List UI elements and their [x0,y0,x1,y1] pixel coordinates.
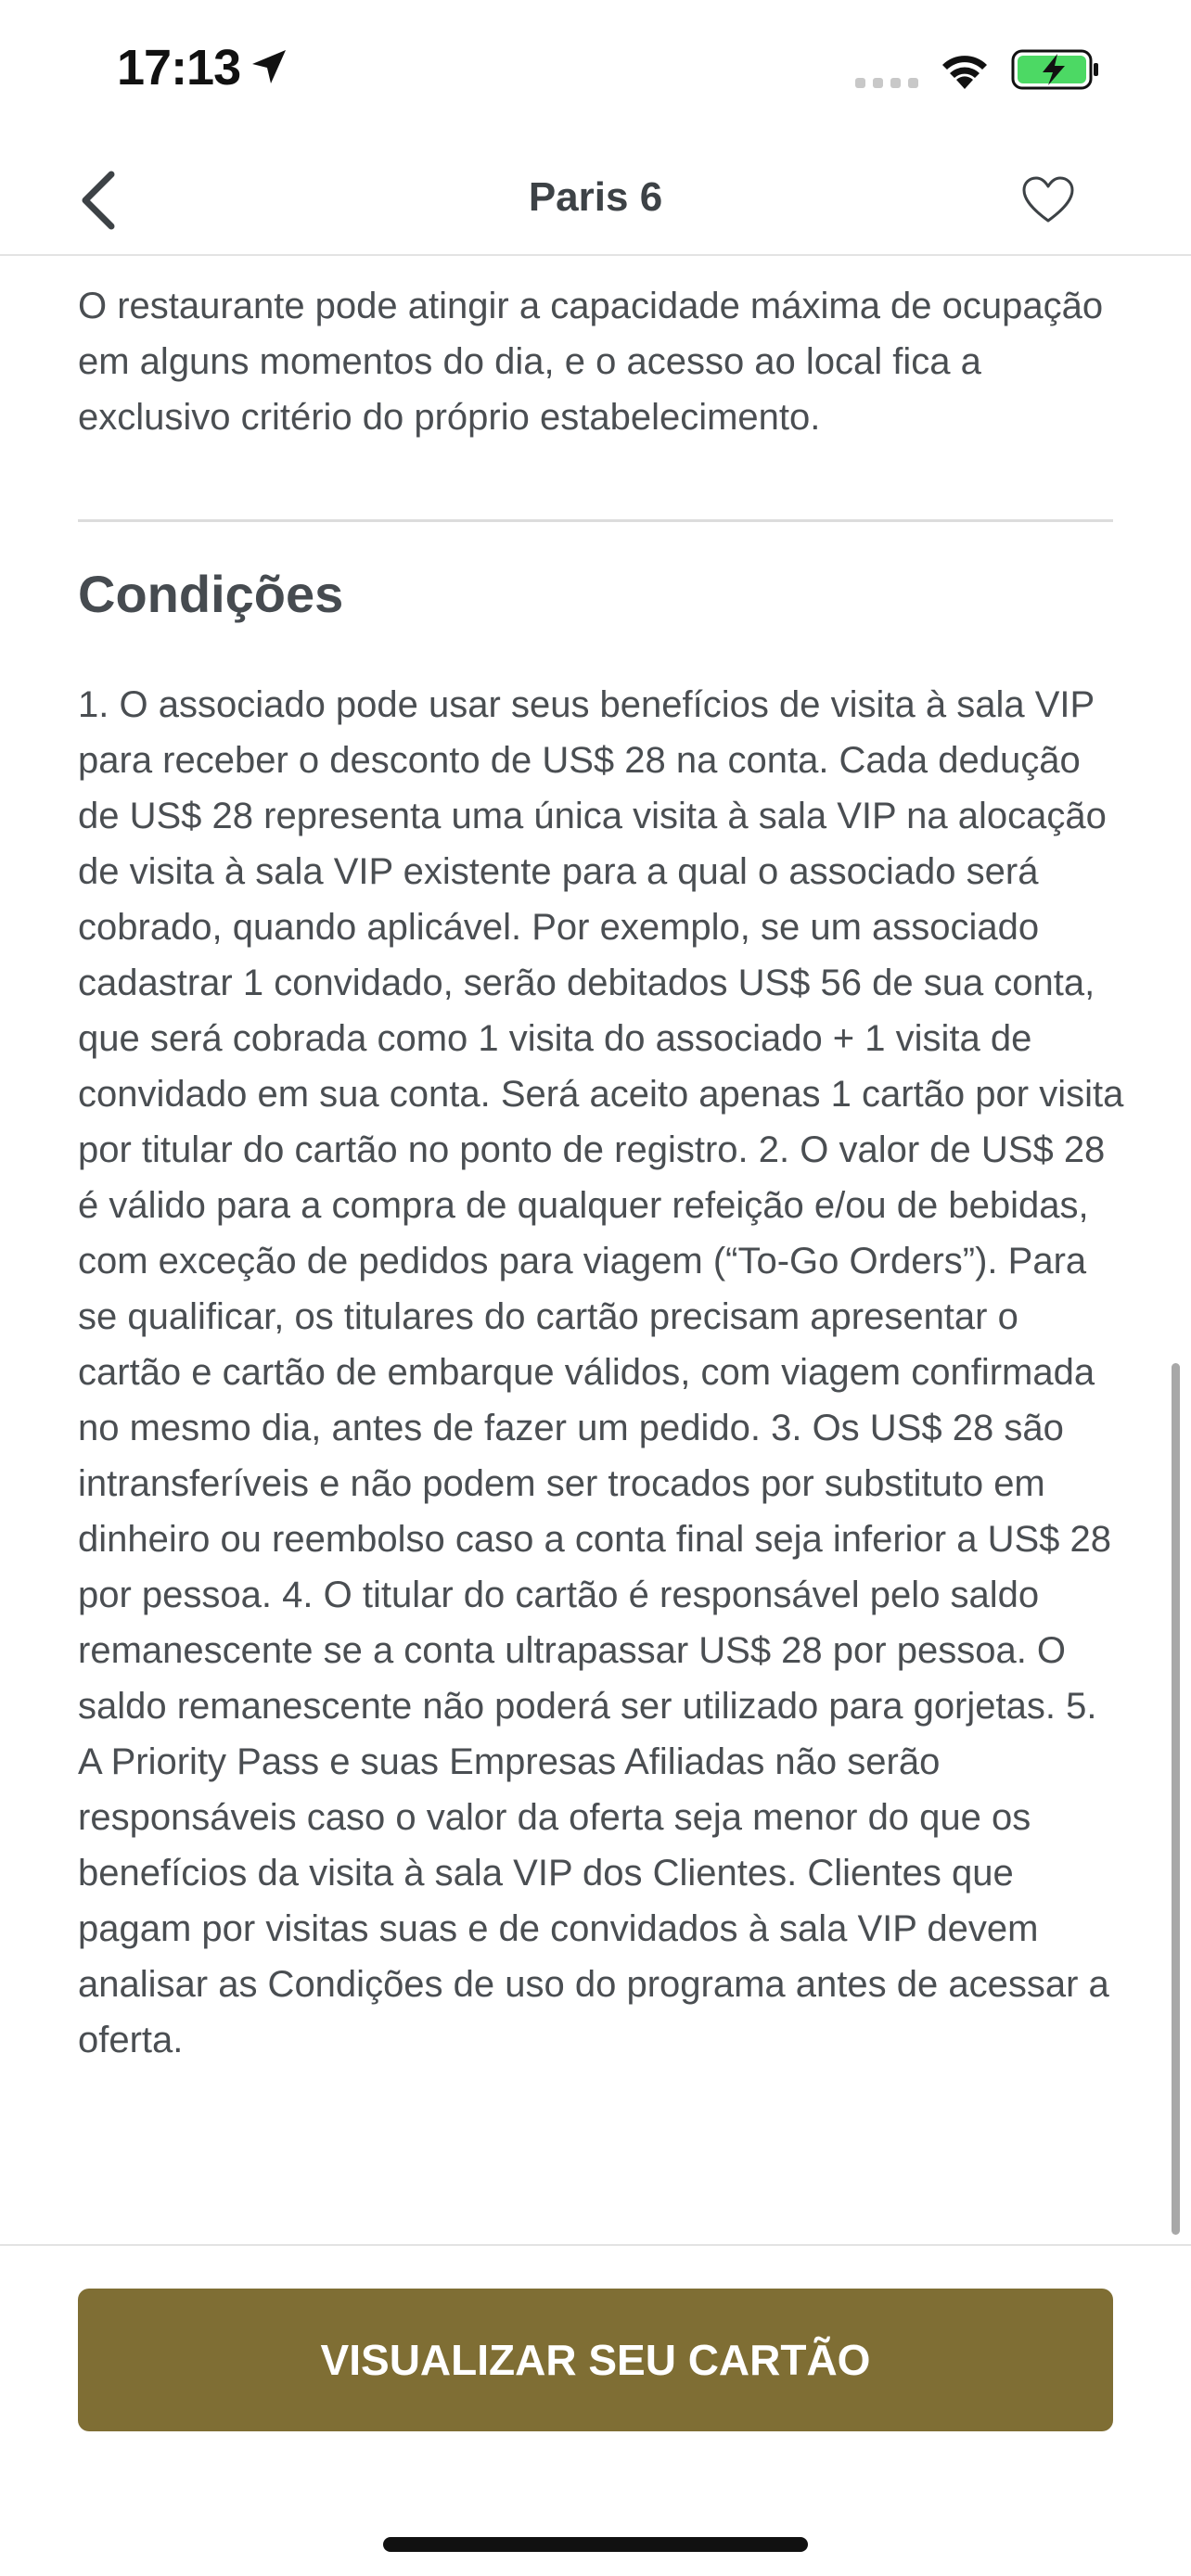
heart-outline-icon[interactable] [1020,174,1076,226]
status-time: 17:13 [117,40,241,96]
navigation-bar [0,139,1191,256]
conditions-text: 1. O associado pode usar seus benefícios de visita à sala VIP para receber o desconto de US$ 28 na conta. Cada dedução de US$ 28 representa uma única visita à sala VIP na alocação de visita à sala VIP existente para a qual o associado será cobrado, quando aplicável. Por exemplo, se um associado cadastrar 1 convidado, serão debitados US$ 56 de sua conta, que será cobrada como 1 visita do associado + 1 visita de convidado em sua conta. Será aceito apenas 1 cartão por visita por titular do cartão no ponto de registro. 2. O valor de US$ 28 é válido para a compra de qualquer refeição e/ou de bebidas, com exceção de pedidos para viagem (“To-Go Orders”). Para se qualificar, os titulares do cartão precisam apresentar o cartão e cartão de embarque válidos, com viagem confirmada no mesmo dia, antes de fazer um pedido. 3. Os US$ 28 são intransferíveis e não podem ser trocados por substituto em dinheiro ou reembolso caso a conta final seja inferior a US$ 28 por pessoa. 4. O titular do cartão é responsável pelo saldo remanescente se a conta ultrapassar US$ 28 por pessoa. O saldo remanescente não poderá ser utilizado para gorjetas. 5. A Priority Pass e suas Empresas Afiliadas não serão responsáveis caso o valor da oferta seja menor do que os benefícios da visita à sala VIP dos Clientes. Clientes que pagam por visitas suas e de convidados à sala VIP devem analisar as Condições de uso do programa antes de acessar a oferta. [78,684,1124,2060]
content-area [78,278,1113,445]
wifi-icon [937,50,992,91]
footer-divider [0,2244,1191,2246]
conditions-title: Condições [78,565,344,623]
section-divider [78,519,1113,522]
page-title: Paris 6 [528,174,663,220]
home-indicator[interactable] [383,2537,808,2552]
intro-text: O restaurante pode atingir a capacidade máxima de ocupação em alguns momentos do dia, e o acesso ao local fica a exclusivo critério do próprio estabelecimento. [78,286,1104,438]
location-arrow-icon [249,46,289,87]
signal-icon [855,76,918,89]
status-bar [0,0,1191,139]
scrollbar[interactable] [1172,1363,1180,2235]
battery-charging-icon [1011,48,1100,91]
view-card-button[interactable]: VISUALIZAR SEU CARTÃO [78,2289,1113,2431]
